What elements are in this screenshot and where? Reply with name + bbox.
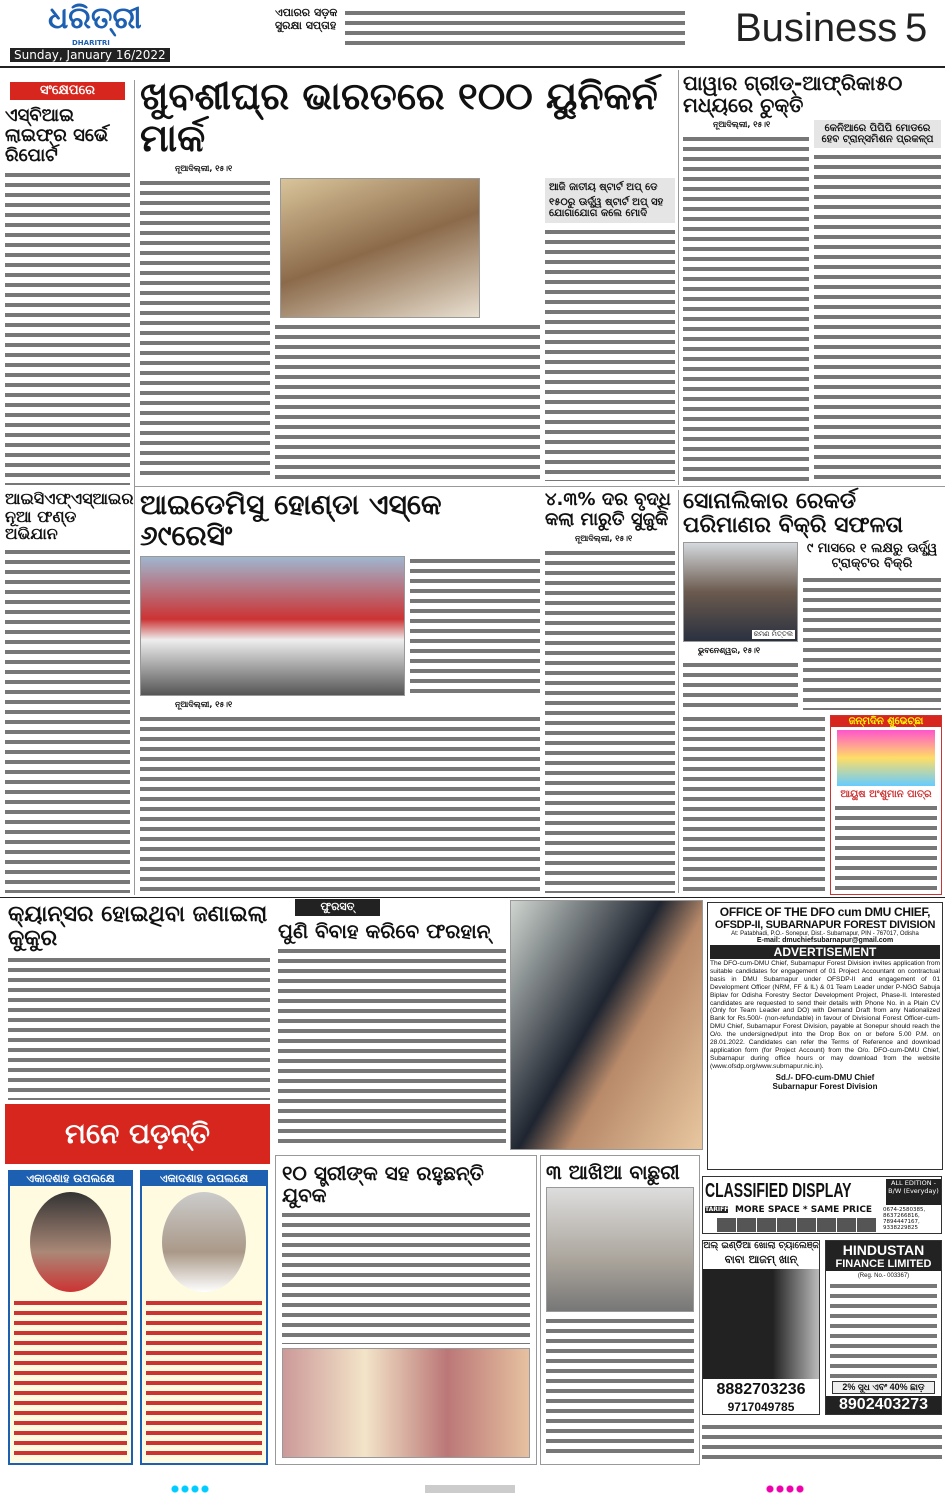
obituary-left bbox=[8, 1170, 133, 1465]
calf-headline: ୩ ଆଖିଆ ବାଛୁରୀ bbox=[546, 1160, 680, 1184]
dfo-sign-2: Subarnapur Forest Division bbox=[772, 1081, 878, 1091]
dfo-body: The DFO-cum-DMU Chief, Subarnapur Forest Division invites application from suitable candidates for engagement of 01 Project Accountant on contractual basis in DMU Subarnapur under OFSDP-II and engagement of 01 Development Officer (NRM, FF & IL) & 01 Team Leader under P-NGO Sabuja Biplav for Odisha Forestry Sector Development Project, Phase-II. Interested candidates are requested to send their details with Phone No. in a Plain CV (Only for Team Leader and DO) with Demand Draft from any Nationalized Bank for Rs.500/- (non-refundable) in favour of Divisional Forest Officer-cum-DMU Chief, Subarnapur Forest Division, payable at Sonepur should reach the O/o. the undersigned/put into the Drop Box on or before 5.00 P.M. on 28.01.2022. Candidates can refer the Terms of Reference and download application form (for Project Account) from the O/o. DFO-cum-DMU Chief, Subarnapur during office hours or may download from the website (www.ofsdp.org/www.subrnapur.nic.in). bbox=[710, 960, 940, 1070]
date-badge: Sunday, January 16/2022 bbox=[10, 48, 170, 62]
sonalika-photo bbox=[683, 542, 798, 642]
startup-box-line2: ୧୫୦ରୁ ଊର୍ଦ୍ଧ୍ୱ ଷ୍ଟାର୍ଟ ଅପ୍‌ ସହ ଯୋଗାଯୋଗ କଲେ ମୋଦି bbox=[549, 196, 664, 219]
hfl-phone: 8902403273 bbox=[826, 1396, 941, 1414]
brief-headline: ଏସ୍‌ବିଆଇ ଲାଇଫ୍‌ର ସର୍ଭେ ରିପୋର୍ଟ bbox=[5, 105, 109, 166]
startup-box-line1: ଆଜି ଜାତୀୟ ଷ୍ଟାର୍ଟ ଅପ୍‌ ଡେ bbox=[549, 181, 658, 193]
idemitsu-story bbox=[140, 490, 540, 893]
idemitsu-dateline: ନୂଆଦିଲ୍ଲୀ, ୧୫।୧ bbox=[175, 699, 233, 709]
powergrid-story bbox=[683, 72, 941, 482]
logo-en: DHARITRI bbox=[72, 39, 110, 47]
dfo-advertisement bbox=[707, 902, 943, 1170]
racing-photo bbox=[140, 556, 405, 696]
remembrance-banner: ମନେ ପଡ଼ନ୍ତି bbox=[5, 1104, 270, 1164]
brief-column-2 bbox=[5, 489, 134, 893]
powergrid-sub: କେନିଆରେ ପିପିପି ମୋଡରେ ହେବ ଟ୍ରାନ୍ସମିଶନ ପ୍ରକଳ୍ପ bbox=[814, 120, 941, 148]
hfl-title-2: FINANCE LIMITED bbox=[835, 1258, 932, 1270]
page-number: 5 bbox=[905, 6, 928, 50]
obituary-right bbox=[140, 1170, 268, 1465]
classified-phones: 0674-2580385, 8637266816, 7894447167, 9338229825 bbox=[883, 1207, 926, 1231]
idemitsu-headline: ଆଇଡେମିସୁ ହୋଣ୍ଡା ଏସ୍‌କେ ୬୯ରେସିଂ bbox=[140, 488, 442, 552]
dfo-title-1: OFFICE OF THE DFO cum DMU CHIEF, bbox=[719, 905, 931, 919]
furasat-headline: ପୁଣି ବିବାହ କରିବେ ଫରହାନ୍‌ bbox=[278, 918, 491, 943]
hfl-offer: 2% ସୁଧ ଏବଂ 40% ଛାଡ଼ bbox=[832, 1381, 935, 1394]
classified-title: CLASSIFIED DISPLAY bbox=[705, 1180, 852, 1202]
dfo-title-2: OFSDP-II, SUBARNAPUR FOREST DIVISION bbox=[714, 919, 936, 931]
sonalika-story bbox=[683, 490, 941, 710]
maruti-dateline: ନୂଆଦିଲ୍ଲୀ, ୧୫।୧ bbox=[575, 533, 633, 543]
classified-tariff: TARIFF bbox=[705, 1206, 729, 1213]
dfo-sign-1: Sd./- DFO-cum-DMU Chief bbox=[775, 1072, 875, 1082]
ten-wives-photo bbox=[282, 1348, 530, 1458]
sonalika-sub: ୯ ମାସରେ ୧ ଲକ୍ଷରୁ ଊର୍ଦ୍ଧ୍ୱ ଟ୍ରାକ୍ଟର ବିକ୍ରି bbox=[806, 541, 938, 571]
birthday-ad bbox=[830, 715, 942, 895]
hfl-title-1: HINDUSTAN bbox=[842, 1242, 925, 1258]
maruti-story bbox=[545, 490, 675, 893]
brief-column bbox=[5, 80, 130, 485]
masthead bbox=[0, 0, 945, 70]
ad-baba-name: ବାବା ଆଜମ୍ ଖାନ୍ bbox=[724, 1253, 798, 1266]
lead-dateline: ନୂଆଦିଲ୍ଲୀ, ୧୫।୧ bbox=[175, 163, 233, 173]
sonalika-headline: ସୋନାଲିକାର ରେକର୍ଡ ପରିମାଣର ବିକ୍ରି ସଫଳତା bbox=[683, 489, 904, 539]
dog-headline: କ୍ୟାନ୍ସର ହୋଇଥିବା ଜଣାଇଲା କୁକୁର bbox=[8, 902, 268, 952]
ten-wives-story bbox=[275, 1155, 537, 1465]
ad-baba-phone-2: 9717049785 bbox=[727, 1399, 795, 1414]
lead-headline: ଖୁବଶୀଘ୍ର ଭାରତରେ ୧୦୦ ୟୁନିକର୍ନ ମାର୍କ bbox=[140, 74, 658, 160]
section-title: Business bbox=[735, 6, 898, 50]
ad-baba bbox=[702, 1240, 820, 1415]
calf-story bbox=[540, 1155, 700, 1465]
furasat-story bbox=[278, 899, 506, 1149]
logo: ଧରିତ୍ରୀ bbox=[48, 1, 142, 36]
sonalika-dateline: ଭୁବନେଶ୍ୱର, ୧୫।୧ bbox=[698, 646, 761, 656]
obituary-left-photo bbox=[30, 1192, 111, 1292]
modi-photo bbox=[280, 178, 480, 318]
obituary-right-photo bbox=[162, 1192, 246, 1292]
powergrid-headline: ପାୱାର ଗ୍ରୀଡ୍‌-ଆଫ୍ରିକା୫୦ ମଧ୍ୟରେ ଚୁକ୍ତି bbox=[683, 71, 903, 117]
sonalika-caption: ରମଣ ମିତ୍ତଲ bbox=[753, 630, 793, 639]
obituary-right-title: ଏକାଦଶାହ ଉପଲକ୍ଷେ bbox=[142, 1172, 266, 1186]
ad-baba-phone-1: 8882703236 bbox=[716, 1381, 806, 1399]
ten-wives-headline: ୧୦ ସ୍ତ୍ରୀଙ୍କ ସହ ରହୁଛନ୍ତି ଯୁବକ bbox=[282, 1161, 484, 1207]
dfo-address: At: Patabhadi, P.O.- Sonepur, Dist.- Subarnapur, PIN - 767017, Odisha bbox=[731, 931, 919, 937]
classified-tagline: MORE SPACE * SAME PRICE bbox=[735, 1205, 873, 1215]
dfo-email: E-mail: dmuchiefsubarnapur@gmail.com bbox=[756, 937, 894, 944]
startup-box bbox=[545, 178, 675, 223]
print-marks bbox=[0, 1480, 945, 1497]
dfo-banner: ADVERTISEMENT bbox=[710, 945, 940, 959]
brief-headline-2: ଆଇସିଏଫ୍‌ଏସ୍‌ଆଇର ନୂଆ ଫଣ୍ଡ ଅଭିଯାନ bbox=[5, 489, 134, 544]
calf-photo bbox=[546, 1187, 694, 1312]
maruti-headline: ୪.୩% ଦର ବୃଦ୍ଧି କଲା ମାରୁତି ସୁଜୁକି bbox=[545, 489, 671, 530]
brief-label: ସଂକ୍ଷେପରେ bbox=[10, 82, 125, 100]
ad-hindustan-finance bbox=[825, 1240, 942, 1415]
obituary-left-title: ଏକାଦଶାହ ଉପଲକ୍ଷେ bbox=[10, 1172, 131, 1186]
ad-baba-title: ଅଲ୍ ଇଣ୍ଡିଆ ଖୋଲା ଚ୍ୟାଲେଞ୍ଜ bbox=[703, 1241, 819, 1251]
powergrid-dateline: ନୂଆଦିଲ୍ଲୀ, ୧୫।୧ bbox=[713, 120, 771, 129]
lead-story bbox=[140, 76, 675, 481]
classified-edition: ALL EDITION - B/W (Everyday) bbox=[886, 1179, 941, 1205]
dog-story bbox=[8, 903, 270, 1100]
classified-header bbox=[702, 1176, 942, 1234]
hfl-reg: (Reg. No.- 003367) bbox=[857, 1273, 910, 1279]
farhan-photo bbox=[510, 900, 703, 1150]
birthday-title: ଜନ୍ମଦିନ ଶୁଭେଚ୍ଛା bbox=[831, 716, 941, 727]
furasat-label: ଫୁରସତ୍‌ bbox=[295, 899, 380, 916]
birthday-photo bbox=[837, 730, 935, 786]
birthday-name: ଆୟୁଷ ଅଂଶୁମାନ ପାତ୍ର bbox=[840, 789, 932, 800]
promo-title: ଏପାରର ସଡ଼କ ସୁରକ୍ଷା ସପ୍ତାହ bbox=[275, 6, 338, 33]
